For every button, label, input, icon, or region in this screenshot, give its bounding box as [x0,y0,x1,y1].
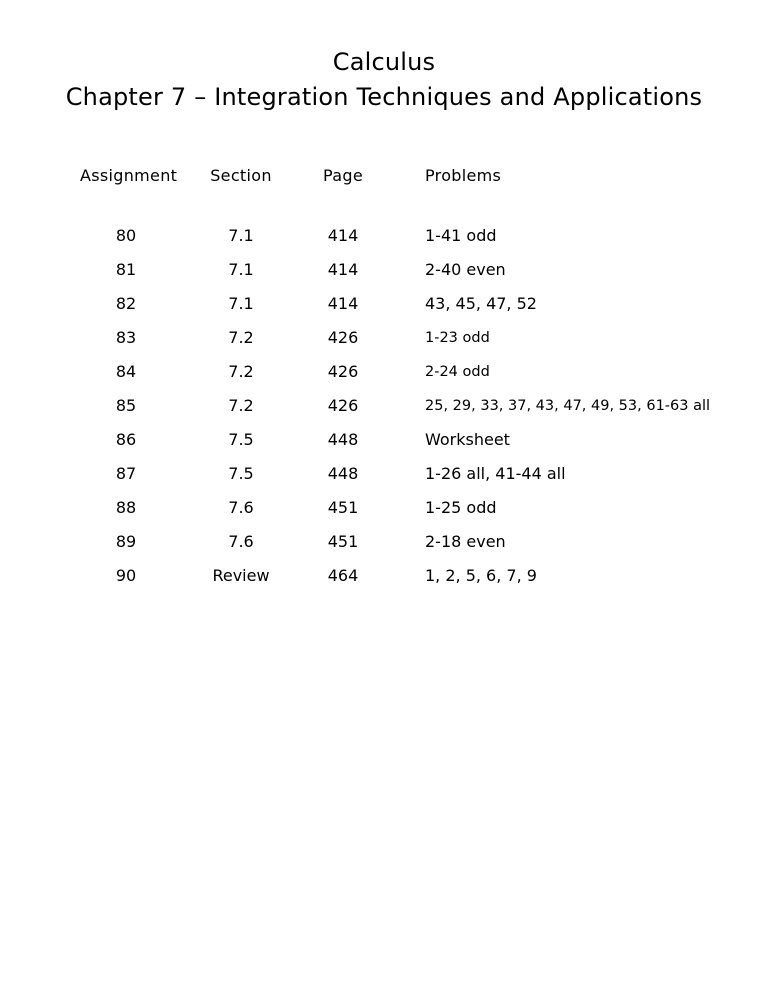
page-number: 426 [327,328,359,347]
section-number: 7.6 [228,498,254,517]
problems-text: 1, 2, 5, 6, 7, 9 [425,566,537,585]
problems-text: 1-23 odd [425,330,490,346]
assignment-number: 86 [115,430,137,449]
assignment-number: 80 [115,226,137,245]
problems-text: 2-40 even [425,260,506,279]
page-number: 448 [327,430,359,449]
assignment-number: 88 [115,498,137,517]
page-number: 426 [327,396,359,415]
page-number: 414 [327,260,359,279]
document-title: Calculus [332,48,436,76]
section-number: Review [212,566,270,585]
header-assignment: Assignment [80,166,178,185]
problems-text: 2-24 odd [425,364,490,380]
section-number: 7.1 [228,260,254,279]
assignment-number: 90 [115,566,137,585]
assignment-number: 81 [115,260,137,279]
page-number: 414 [327,226,359,245]
header-section: Section [210,166,272,185]
header-page: Page [323,166,363,185]
section-number: 7.5 [228,430,254,449]
assignment-number: 84 [115,362,137,381]
section-number: 7.2 [228,328,254,347]
problems-text: 25, 29, 33, 37, 43, 47, 49, 53, 61-63 all [425,398,711,414]
section-number: 7.1 [228,294,254,313]
problems-text: Worksheet [425,430,510,449]
assignment-number: 85 [115,396,137,415]
header-problems: Problems [425,166,502,185]
page-number: 451 [327,532,359,551]
problems-text: 1-25 odd [425,498,497,517]
page-number: 426 [327,362,359,381]
page-number: 464 [327,566,359,585]
document-subtitle: Chapter 7 – Integration Techniques and Applications [65,83,703,111]
assignment-number: 83 [115,328,137,347]
problems-text: 2-18 even [425,532,506,551]
section-number: 7.6 [228,532,254,551]
page-number: 451 [327,498,359,517]
problems-text: 1-26 all, 41-44 all [425,464,566,483]
section-number: 7.2 [228,396,254,415]
assignment-number: 87 [115,464,137,483]
assignment-number: 82 [115,294,137,313]
problems-text: 43, 45, 47, 52 [425,294,537,313]
section-number: 7.1 [228,226,254,245]
problems-text: 1-41 odd [425,226,497,245]
page-number: 448 [327,464,359,483]
assignment-number: 89 [115,532,137,551]
section-number: 7.5 [228,464,254,483]
page-number: 414 [327,294,359,313]
section-number: 7.2 [228,362,254,381]
